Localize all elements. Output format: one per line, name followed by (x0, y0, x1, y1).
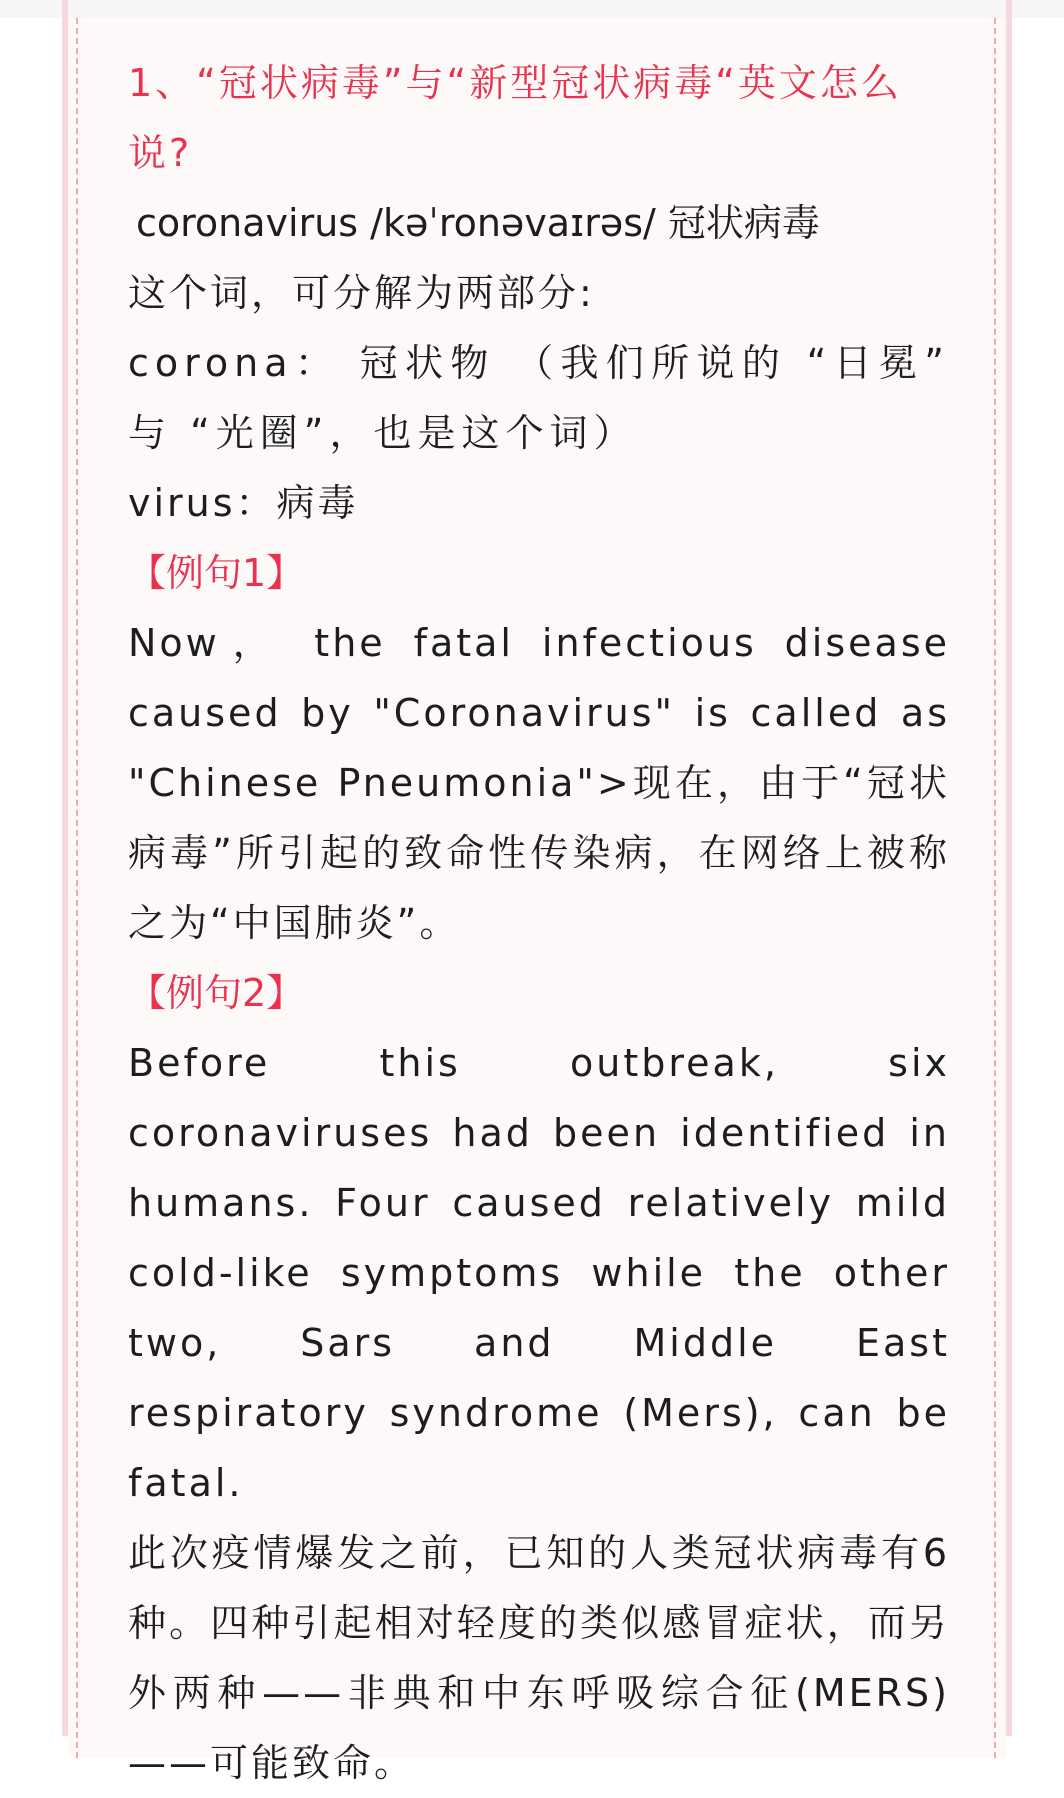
corona-definition: corona： 冠状物 （我们所说的 “日冕” 与 “光圈”，也是这个词） (128, 341, 950, 455)
example-2-chinese: 此次疫情爆发之前，已知的人类冠状病毒有6种。四种引起相对轻度的类似感冒症状，而另外两种——非典和中东呼吸综合征(MERS)——可能致命。 (128, 1531, 950, 1785)
right-border-stripe (1006, 0, 1012, 1736)
right-dashed-border (994, 18, 996, 1758)
article-content (128, 48, 950, 1798)
example-2-label: 【例句2】 (128, 971, 305, 1015)
example-1-label: 【例句1】 (128, 551, 305, 595)
virus-definition: virus：病毒 (128, 481, 359, 525)
example-2-english: Before this outbreak, six coronaviruses had been identified in humans. Four caused relatively mild cold-like symptoms while the other two, Sars and Middle East respiratory syndrome (Mers), can be fatal. (128, 1041, 950, 1505)
word-pronunciation-line: coronavirus /kəˈronəvaɪrəs/ 冠状病毒 (136, 201, 820, 245)
left-dashed-border (76, 18, 78, 1758)
section-heading: 1、“冠状病毒”与“新型冠状病毒“英文怎么说? (128, 61, 902, 175)
decompose-intro: 这个词，可分解为两部分: (128, 271, 595, 315)
example-1-text: Now， the fatal infectious disease caused by "Coronavirus" is called as "Chinese Pneumonia">现在，由于“冠状病毒”所引起的致命性传染病，在网络上被称之为“中国肺炎”。 (128, 621, 950, 945)
top-band (0, 0, 1064, 18)
